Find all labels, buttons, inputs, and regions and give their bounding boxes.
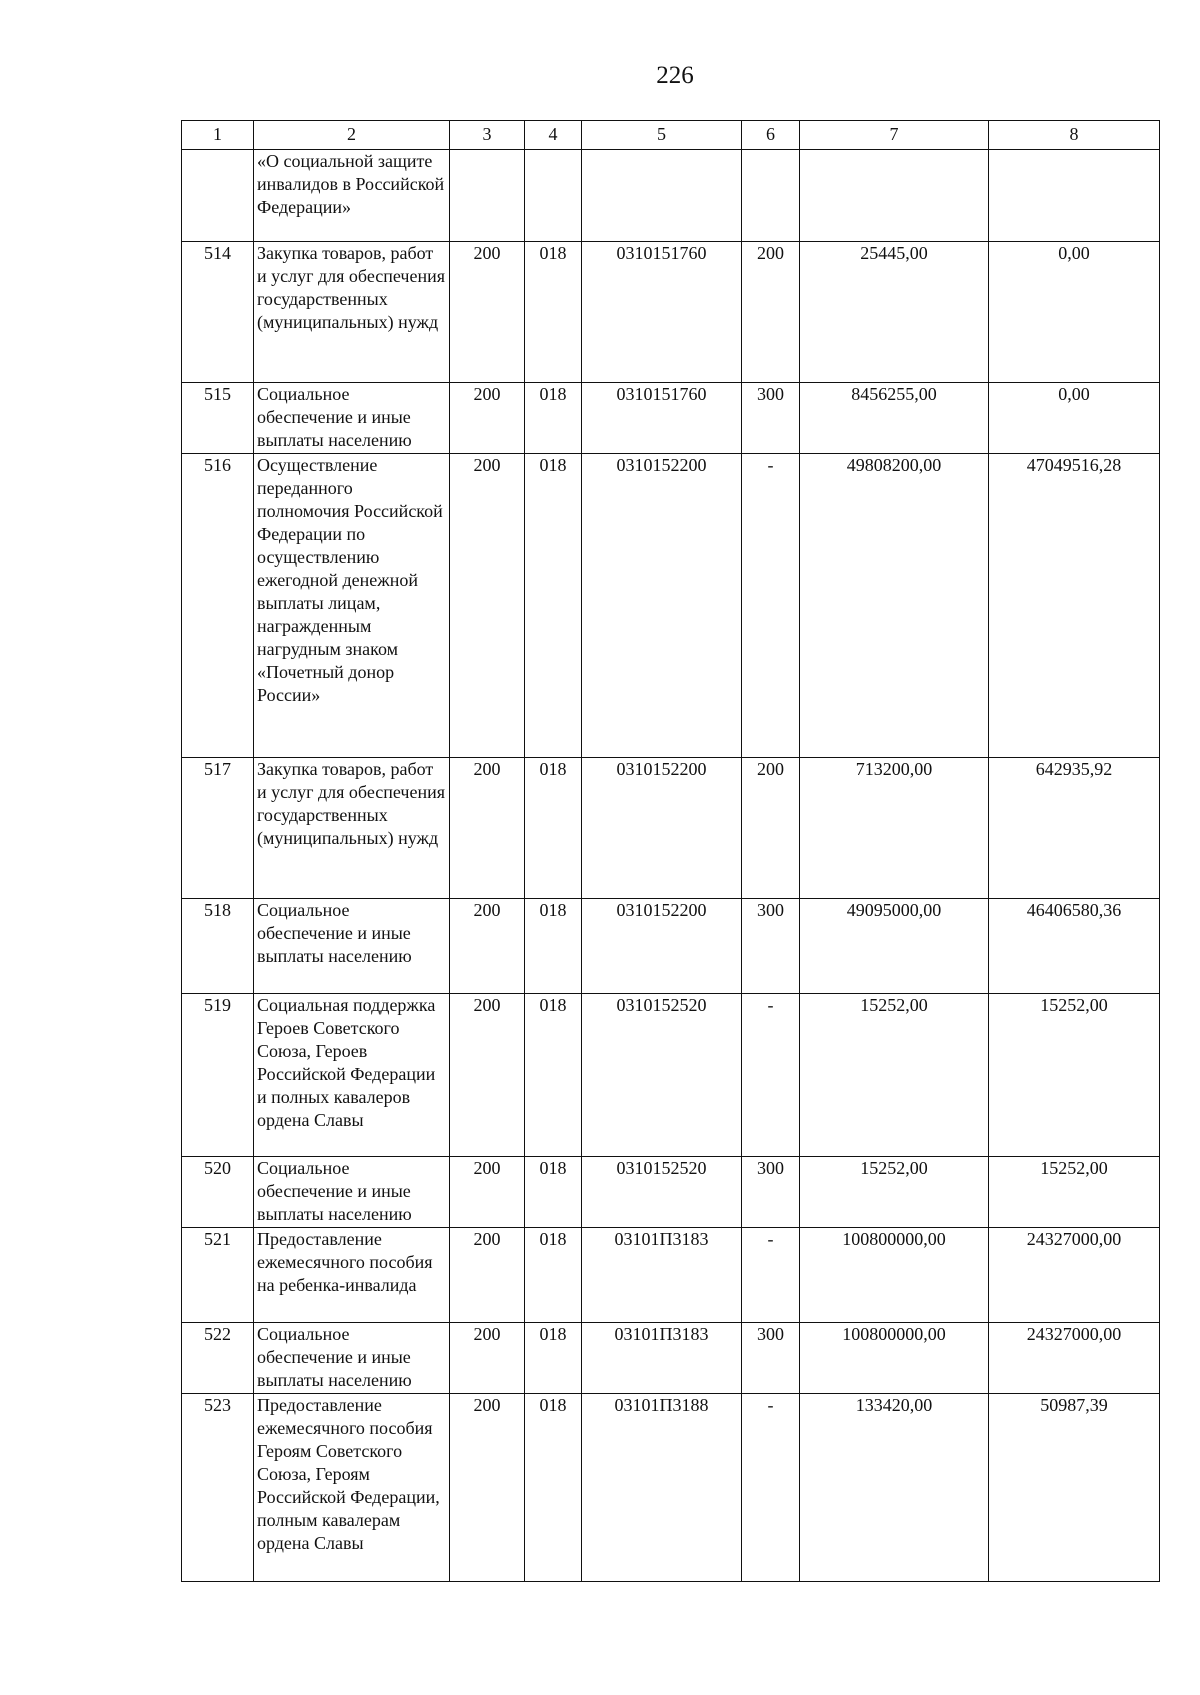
row-col3: 200 [450,758,525,899]
header-col-1: 1 [182,121,254,150]
table-row-continuation [182,150,1160,242]
row-number: 519 [182,994,254,1157]
row-number: 523 [182,1394,254,1582]
row-code: 0310152200 [582,758,742,899]
row-description: Социальное обеспечение и иные выплаты населению [254,899,450,994]
row-col8: 642935,92 [989,758,1160,899]
row-col3: 200 [450,1228,525,1323]
table-row [182,1394,1160,1582]
row-col3: 200 [450,454,525,758]
row-code: 0310152520 [582,1157,742,1228]
row-col6: 300 [742,1157,800,1228]
row-col3: 200 [450,994,525,1157]
table-row [182,758,1160,899]
row-col7: 49808200,00 [800,454,989,758]
row-col3: 200 [450,899,525,994]
row-col4: 018 [525,383,582,454]
page-number: 226 [656,62,694,89]
row-description: Социальная поддержка Героев Советского Союза, Героев Российской Федерации и полных кавалеров ордена Славы [254,994,450,1157]
row-col6: 200 [742,758,800,899]
row-number: 522 [182,1323,254,1394]
row-col4: 018 [525,1323,582,1394]
row-col6: 300 [742,899,800,994]
row-description: Предоставление ежемесячного пособия на ребенка-инвалида [254,1228,450,1323]
row-col7: 8456255,00 [800,383,989,454]
row-col7: 25445,00 [800,242,989,383]
row-code: 0310151760 [582,242,742,383]
row-col4: 018 [525,242,582,383]
row-col7: 100800000,00 [800,1323,989,1394]
budget-table [181,120,1160,1582]
row-col3: 200 [450,1157,525,1228]
table-row [182,1157,1160,1228]
row-col4: 018 [525,899,582,994]
row-code: 03101П3183 [582,1228,742,1323]
row-col4: 018 [525,454,582,758]
row-col6: 300 [742,383,800,454]
row-description: Социальное обеспечение и иные выплаты населению [254,1323,450,1394]
row-col4: 018 [525,758,582,899]
row-col8: 15252,00 [989,1157,1160,1228]
header-row [182,121,1160,150]
row-col4: 018 [525,1394,582,1582]
table-row [182,454,1160,758]
row-col8: 46406580,36 [989,899,1160,994]
row-col7: 100800000,00 [800,1228,989,1323]
row-col3: 200 [450,1394,525,1582]
row-number: 518 [182,899,254,994]
row-number: 520 [182,1157,254,1228]
header-col-7: 7 [800,121,989,150]
row-description: Социальное обеспечение и иные выплаты населению [254,1157,450,1228]
table-row [182,242,1160,383]
row-code: 0310151760 [582,383,742,454]
row-code: 03101П3183 [582,1323,742,1394]
row-col7: 49095000,00 [800,899,989,994]
row-col6: - [742,1228,800,1323]
header-col-2: 2 [254,121,450,150]
table-row [182,899,1160,994]
row-col6: - [742,1394,800,1582]
row-col7: 133420,00 [800,1394,989,1582]
row-description: «О социальной защите инвалидов в Российской Федерации» [254,150,450,242]
row-number: 521 [182,1228,254,1323]
row-col7: 15252,00 [800,994,989,1157]
row-number: 517 [182,758,254,899]
header-col-4: 4 [525,121,582,150]
row-description: Закупка товаров, работ и услуг для обеспечения государственных (муниципальных) нужд [254,758,450,899]
row-description: Осуществление переданного полномочия Российской Федерации по осуществлению ежегодной денежной выплаты лицам, награжденным нагрудным знаком «Почетный донор России» [254,454,450,758]
table-row [182,1323,1160,1394]
row-col3: 200 [450,242,525,383]
row-description: Закупка товаров, работ и услуг для обеспечения государственных (муниципальных) нужд [254,242,450,383]
row-code: 03101П3188 [582,1394,742,1582]
row-code: 0310152520 [582,994,742,1157]
table-row [182,383,1160,454]
row-description: Предоставление ежемесячного пособия Героям Советского Союза, Героям Российской Федерации, полным кавалерам ордена Славы [254,1394,450,1582]
row-description: Социальное обеспечение и иные выплаты населению [254,383,450,454]
header-col-3: 3 [450,121,525,150]
row-col4: 018 [525,994,582,1157]
row-col8: 24327000,00 [989,1323,1160,1394]
row-col7: 713200,00 [800,758,989,899]
row-col8: 15252,00 [989,994,1160,1157]
row-col8: 0,00 [989,383,1160,454]
header-col-8: 8 [989,121,1160,150]
row-col3: 200 [450,1323,525,1394]
row-col3: 200 [450,383,525,454]
row-code: 0310152200 [582,899,742,994]
row-number: 515 [182,383,254,454]
header-col-5: 5 [582,121,742,150]
table-row [182,994,1160,1157]
row-code: 0310152200 [582,454,742,758]
row-col4: 018 [525,1228,582,1323]
row-col6: 300 [742,1323,800,1394]
row-col8: 47049516,28 [989,454,1160,758]
table-row [182,1228,1160,1323]
row-col8: 24327000,00 [989,1228,1160,1323]
row-number: 514 [182,242,254,383]
row-col4: 018 [525,1157,582,1228]
row-col6: - [742,994,800,1157]
row-col6: 200 [742,242,800,383]
row-col7: 15252,00 [800,1157,989,1228]
row-col6: - [742,454,800,758]
row-number: 516 [182,454,254,758]
row-col8: 0,00 [989,242,1160,383]
row-col8: 50987,39 [989,1394,1160,1582]
header-col-6: 6 [742,121,800,150]
row-number [182,150,254,242]
